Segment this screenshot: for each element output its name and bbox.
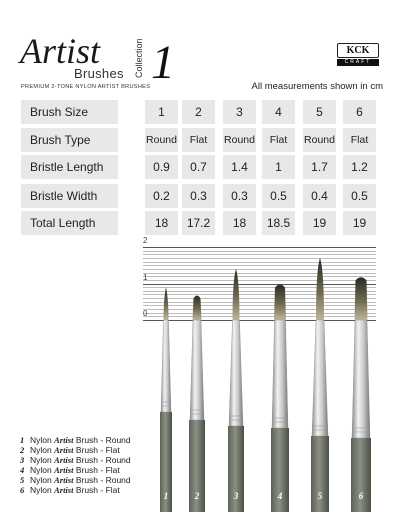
ruler-label: 2 bbox=[143, 236, 148, 245]
table-cell: 5 bbox=[303, 100, 336, 124]
brand-title: Artist bbox=[20, 31, 101, 71]
legend-suffix: Brush - Flat bbox=[73, 445, 120, 455]
row-label: Bristle Length bbox=[21, 155, 118, 179]
table-cell: 0.9 bbox=[145, 155, 178, 179]
table-cell: 17.2 bbox=[182, 211, 215, 235]
brush-bristles bbox=[316, 258, 324, 320]
table-cell: Flat bbox=[262, 128, 295, 152]
brush-bristles bbox=[164, 287, 169, 320]
ruler-label: 1 bbox=[143, 273, 148, 282]
table-cell: 1.2 bbox=[343, 155, 376, 179]
row-label: Brush Size bbox=[21, 100, 118, 124]
table-cell: 1 bbox=[262, 155, 295, 179]
table-cell: 6 bbox=[343, 100, 376, 124]
brush-bristles bbox=[233, 269, 240, 320]
brush-ferrule bbox=[190, 320, 204, 420]
legend-item bbox=[20, 455, 131, 465]
collection-number: 1 bbox=[151, 36, 175, 89]
table-cell: 4 bbox=[262, 100, 295, 124]
legend-prefix: Nylon bbox=[30, 465, 55, 475]
table-cell: 0.3 bbox=[223, 184, 256, 208]
logo-craft-text: CRAFT bbox=[337, 59, 379, 66]
legend-number: 6 bbox=[20, 485, 25, 495]
table-cell: Round bbox=[145, 128, 178, 152]
row-label: Total Length bbox=[21, 211, 118, 235]
measurement-note: All measurements shown in cm bbox=[251, 81, 383, 92]
brush-number-label: 4 bbox=[277, 491, 283, 501]
table-cell: 0.4 bbox=[303, 184, 336, 208]
table-cell: 0.7 bbox=[182, 155, 215, 179]
brush-bristles bbox=[193, 295, 202, 320]
legend-item bbox=[20, 485, 131, 495]
legend-brand: Artist bbox=[54, 465, 74, 475]
brush-number-label: 2 bbox=[194, 491, 200, 501]
brand-subtitle: Brushes bbox=[74, 66, 124, 81]
table-cell: 19 bbox=[303, 211, 336, 235]
brush-ferrule bbox=[312, 320, 328, 436]
brush-1 bbox=[160, 287, 172, 512]
table-cell: 18.5 bbox=[262, 211, 295, 235]
table-cell: 3 bbox=[223, 100, 256, 124]
brush-number-label: 5 bbox=[317, 491, 323, 501]
table-cell: 18 bbox=[145, 211, 178, 235]
legend-suffix: Brush - Round bbox=[73, 455, 131, 465]
legend-suffix: Brush - Flat bbox=[73, 485, 120, 495]
legend-prefix: Nylon bbox=[30, 445, 55, 455]
legend-brand: Artist bbox=[54, 455, 74, 465]
legend-prefix: Nylon bbox=[30, 455, 55, 465]
table-cell: 0.5 bbox=[262, 184, 295, 208]
legend-brand: Artist bbox=[54, 445, 74, 455]
brush-ferrule bbox=[161, 320, 171, 412]
table-cell: 0.2 bbox=[145, 184, 178, 208]
legend-suffix: Brush - Round bbox=[73, 435, 131, 445]
brush-bristles bbox=[355, 277, 368, 320]
legend-number: 2 bbox=[20, 445, 25, 455]
row-label: Brush Type bbox=[21, 128, 118, 152]
brush-ferrule bbox=[272, 320, 288, 428]
brush-6 bbox=[351, 277, 371, 512]
legend-brand: Artist bbox=[54, 485, 74, 495]
legend-suffix: Brush - Flat bbox=[73, 465, 120, 475]
ruler-label: 0 bbox=[143, 309, 148, 318]
legend-item bbox=[20, 435, 131, 445]
brush-number-label: 1 bbox=[163, 491, 169, 501]
legend-number: 4 bbox=[20, 465, 25, 475]
brush-4 bbox=[271, 285, 289, 512]
table-cell: 0.3 bbox=[182, 184, 215, 208]
legend-prefix: Nylon bbox=[30, 435, 55, 445]
table-cell: 1 bbox=[145, 100, 178, 124]
table-cell: Round bbox=[303, 128, 336, 152]
legend-number: 5 bbox=[20, 475, 25, 485]
brush-5 bbox=[311, 258, 329, 512]
table-cell: 1.7 bbox=[303, 155, 336, 179]
table-cell: Flat bbox=[182, 128, 215, 152]
table-cell: Flat bbox=[343, 128, 376, 152]
row-label: Bristle Width bbox=[21, 184, 118, 208]
legend-prefix: Nylon bbox=[30, 475, 55, 485]
collection-label: Collection bbox=[134, 38, 144, 78]
brush-2 bbox=[189, 295, 205, 512]
brush-3 bbox=[228, 269, 244, 512]
table-cell: 2 bbox=[182, 100, 215, 124]
legend-brand: Artist bbox=[54, 435, 74, 445]
brand-tagline: PREMIUM 2-TONE NYLON ARTIST BRUSHES bbox=[21, 84, 151, 90]
table-cell: Round bbox=[223, 128, 256, 152]
legend-brand: Artist bbox=[54, 475, 74, 485]
brush-legend bbox=[20, 435, 131, 495]
brush-number-label: 3 bbox=[233, 491, 239, 501]
logo-kck-text: KCK bbox=[337, 43, 379, 58]
brush-number-label: 6 bbox=[358, 491, 364, 501]
legend-prefix: Nylon bbox=[30, 485, 55, 495]
brush-ferrule bbox=[229, 320, 243, 426]
brush-ferrule bbox=[352, 320, 370, 438]
table-cell: 19 bbox=[343, 211, 376, 235]
legend-item bbox=[20, 465, 131, 475]
table-cell: 0.5 bbox=[343, 184, 376, 208]
legend-item bbox=[20, 475, 131, 485]
table-cell: 18 bbox=[223, 211, 256, 235]
legend-item bbox=[20, 445, 131, 455]
brush-bristles bbox=[274, 285, 286, 321]
legend-suffix: Brush - Round bbox=[73, 475, 131, 485]
legend-number: 3 bbox=[20, 455, 25, 465]
table-cell: 1.4 bbox=[223, 155, 256, 179]
legend-number: 1 bbox=[20, 435, 25, 445]
